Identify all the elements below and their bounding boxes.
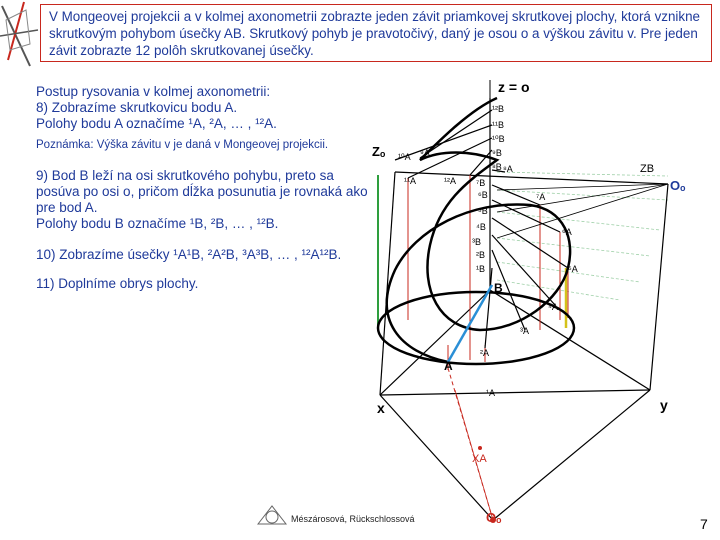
label-z-eq-o: z = o <box>498 79 530 95</box>
label-a4: ⁴A <box>548 302 558 312</box>
label-a3: ³A <box>520 326 529 336</box>
author-credit: Mészárosová, Rückschlossová <box>291 514 415 524</box>
step-9-line2: Polohy bodu B označíme ¹B, ²B, … , ¹²B. <box>36 216 279 231</box>
step-8-line1: 8) Zobrazíme skrutkovicu bodu A. <box>36 100 238 115</box>
step-note: Poznámka: Výška závitu v je daná v Mongeovej projekcii. <box>36 139 329 151</box>
page-number: 7 <box>700 516 708 532</box>
label-Oo-right: Oₒ <box>670 178 686 193</box>
label-b3: ³B <box>472 237 481 247</box>
label-a7: ⁷A <box>536 192 546 202</box>
label-ZB: ZB <box>640 163 655 175</box>
label-b12: ¹²B <box>492 104 504 114</box>
label-a10: ¹⁰A <box>398 152 411 162</box>
label-y: y <box>660 397 668 413</box>
steps-title: Postup rysovania v kolmej axonometrii: <box>36 84 271 99</box>
label-a9: ⁹A <box>420 148 430 158</box>
label-b6: ⁶B <box>478 190 488 200</box>
label-A: A <box>444 359 453 373</box>
label-a5: ⁵A <box>568 264 578 274</box>
label-b2: ²B <box>476 250 485 260</box>
label-a6: ⁶A <box>562 227 572 237</box>
label-b4: ⁴B <box>476 222 486 232</box>
step-11: 11) Doplníme obrys plochy. <box>36 276 199 291</box>
projection-lines <box>497 172 668 300</box>
footer-logo <box>258 506 286 524</box>
label-a8: ⁸A <box>503 164 513 174</box>
point-XA <box>478 446 482 450</box>
label-Oo-bottom: Oₒ <box>486 510 502 525</box>
label-Zo: Zₒ <box>372 144 386 159</box>
label-a1: ¹A <box>486 388 495 398</box>
task-text: V Mongeovej projekcii a v kolmej axonometrii zobrazte jeden závit priamkovej skrutkovej plochy, ktorá vznikne skrutkovým pohybom úsečky AB. Skrutkový pohyb je pravotočivý, daný je osou o a výškou závitu v. Pre jeden závit zobrazte 12 polôh skrutkovanej úsečky. <box>49 9 700 58</box>
label-a11: ¹¹A <box>404 176 416 186</box>
step-10: 10) Zobrazíme úsečky ¹A¹B, ²A²B, ³A³B, … , ¹²A¹²B. <box>36 247 342 262</box>
label-b5: ⁵B <box>478 206 488 216</box>
label-b9: ⁹B <box>492 148 502 158</box>
label-a2: ²A <box>480 348 489 358</box>
label-b1: ¹B <box>476 264 485 274</box>
label-b7: ⁷B <box>476 178 486 188</box>
axonometric-axes <box>380 98 668 520</box>
label-x: x <box>377 400 385 416</box>
label-b10: ¹⁰B <box>492 134 505 144</box>
step-9-line1: 9) Bod B leží na osi skrutkového pohybu, preto sa posúva po osi o, pričom dĺžka posunutia je rovnaká ako pre bod A. <box>36 168 368 215</box>
label-b8: ⁸B <box>492 162 502 172</box>
label-XA: XA <box>472 453 487 465</box>
label-a12: ¹²A <box>444 176 456 186</box>
step-8-line2: Polohy bodu A označíme ¹A, ²A, … , ¹²A. <box>36 116 277 131</box>
label-b11: ¹¹B <box>492 120 504 130</box>
fan-lines <box>497 184 668 238</box>
label-B: B <box>494 281 503 295</box>
